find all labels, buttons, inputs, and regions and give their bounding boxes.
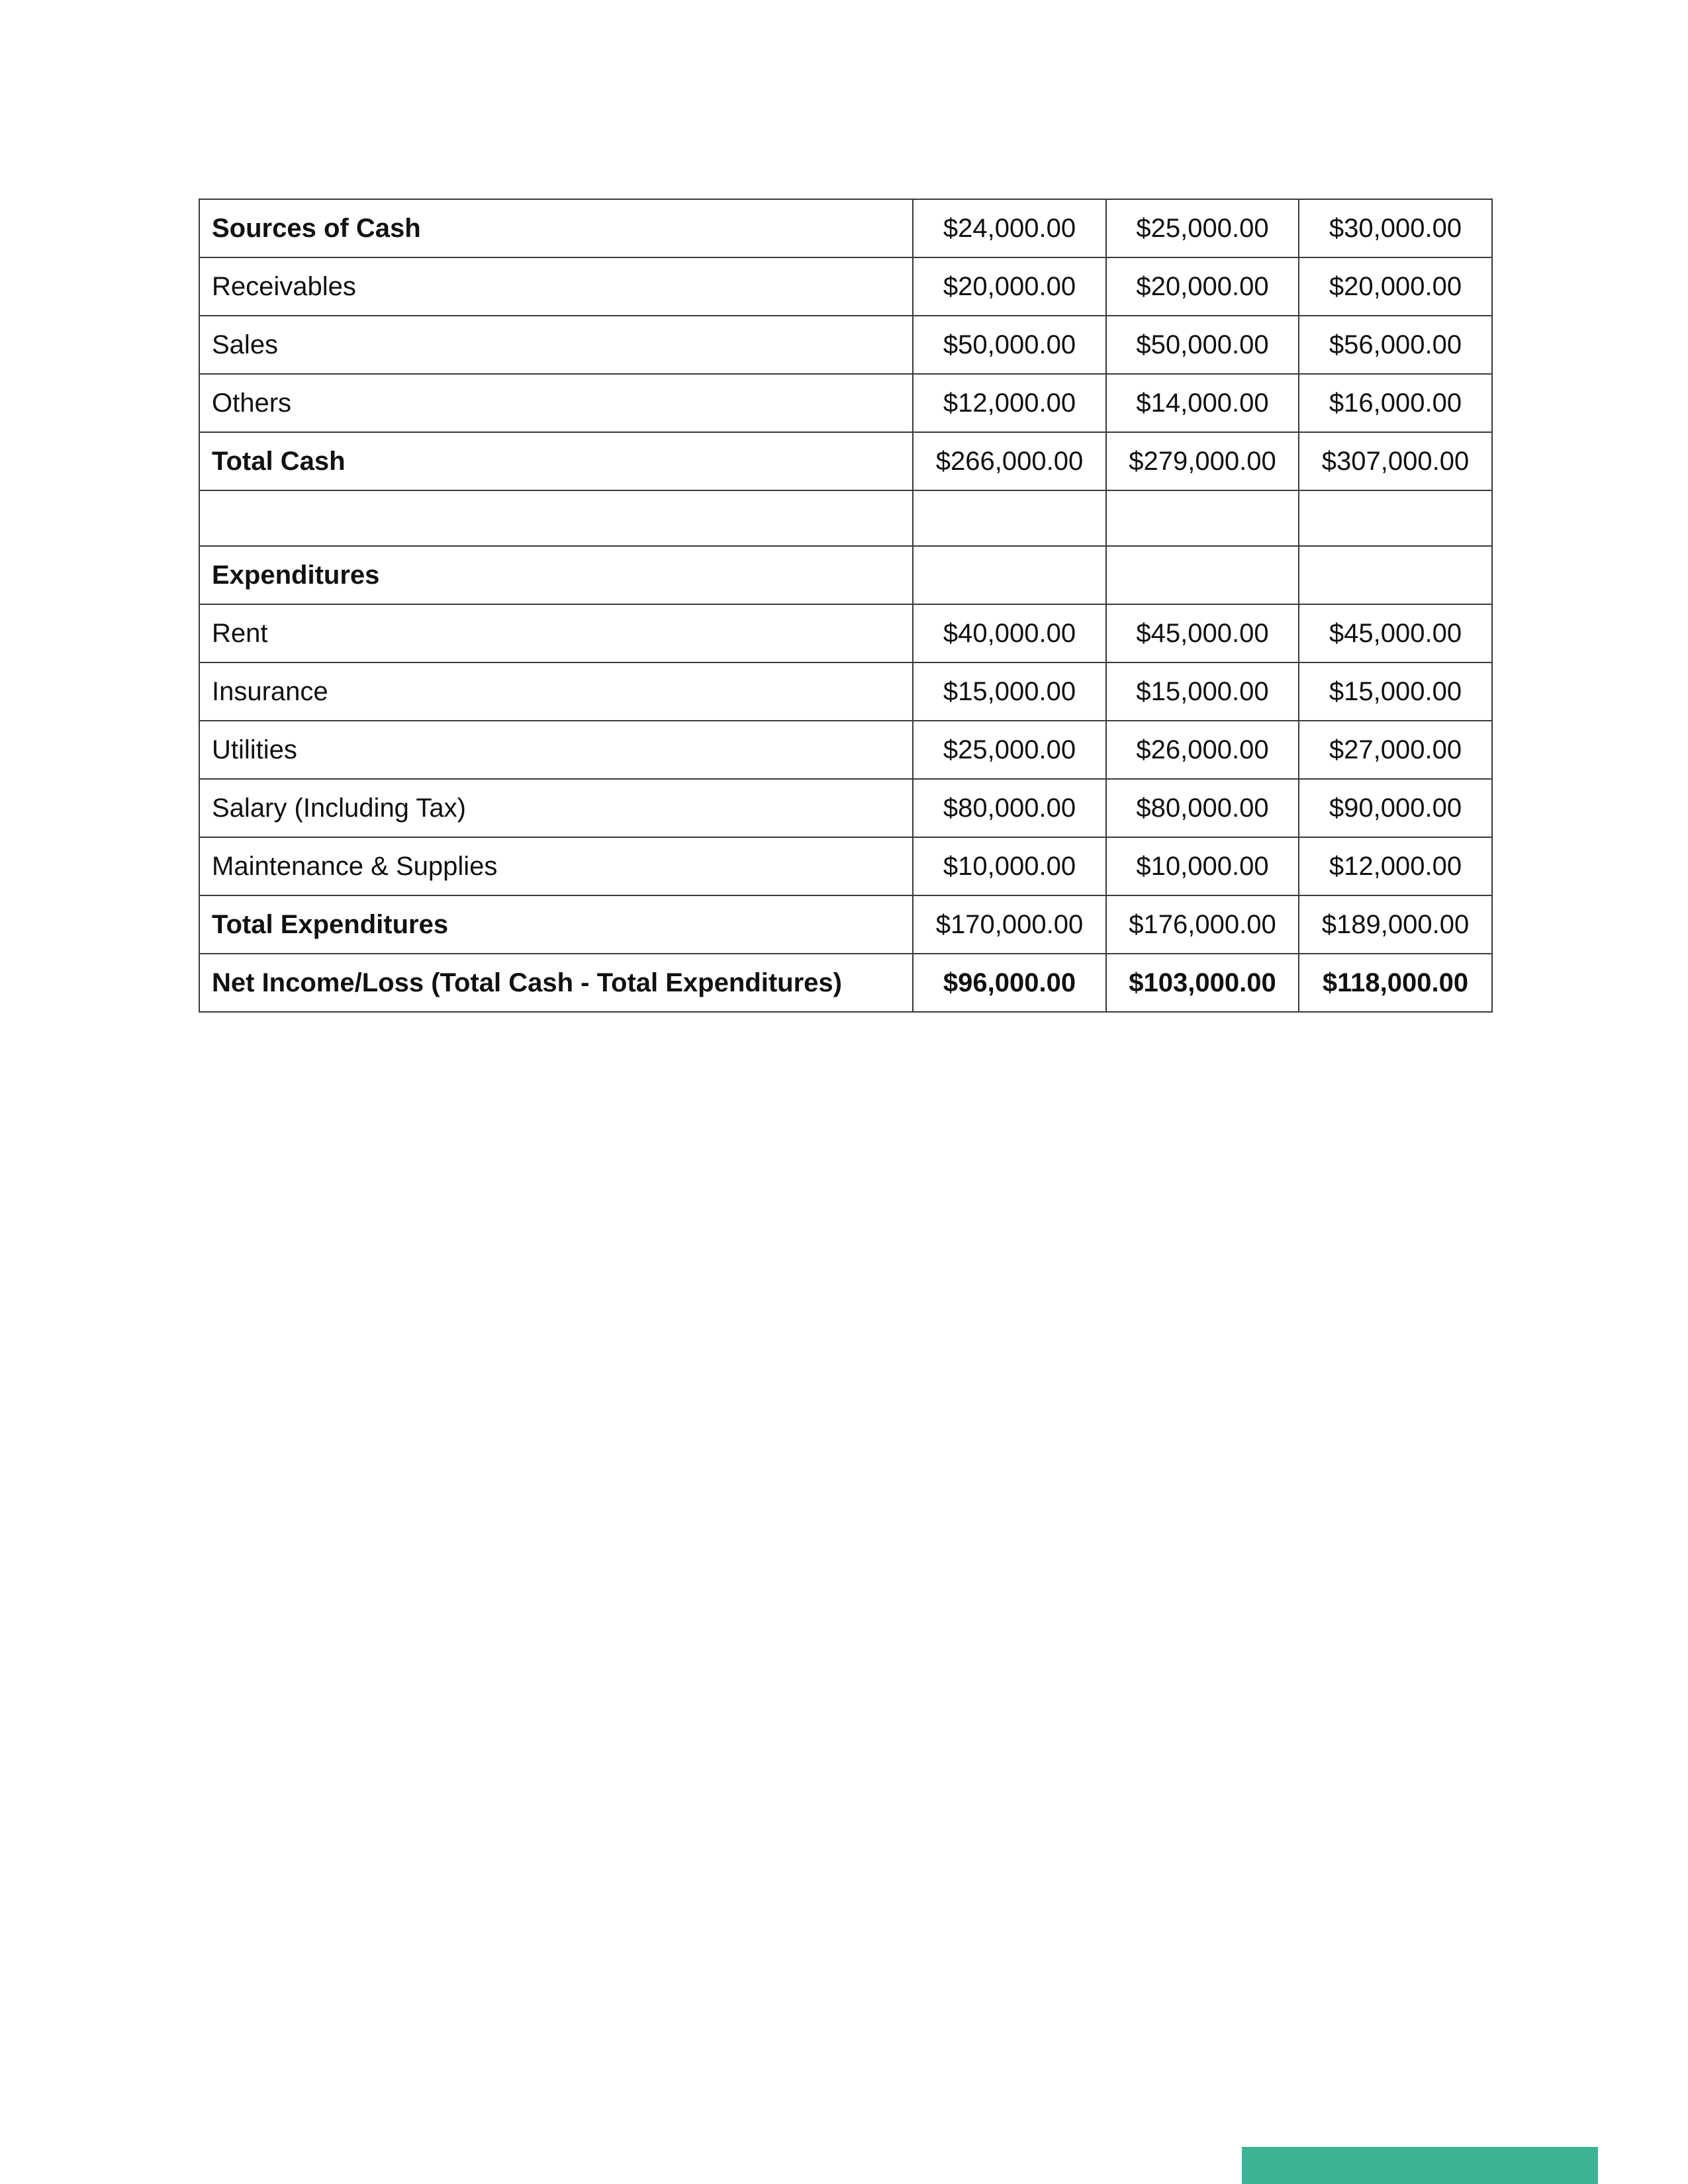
- amount-cell: $26,000.00: [1106, 721, 1299, 779]
- amount-cell: $170,000.00: [913, 895, 1106, 954]
- amount-cell: $307,000.00: [1299, 432, 1492, 490]
- cash-flow-table: [199, 199, 1493, 1013]
- row-label-cell: Net Income/Loss (Total Cash - Total Expenditures): [199, 954, 913, 1012]
- table-row: [199, 199, 1492, 257]
- amount-cell: [1299, 490, 1492, 546]
- amount-cell: [1299, 546, 1492, 604]
- amount-cell: $50,000.00: [913, 316, 1106, 374]
- table-row: [199, 837, 1492, 895]
- amount-cell: [1106, 546, 1299, 604]
- table-row: [199, 490, 1492, 546]
- amount-cell: $12,000.00: [913, 374, 1106, 432]
- row-label-cell: Insurance: [199, 662, 913, 721]
- amount-cell: $12,000.00: [1299, 837, 1492, 895]
- amount-cell: $279,000.00: [1106, 432, 1299, 490]
- footer-accent-bar: [1242, 2147, 1598, 2184]
- table-row: [199, 432, 1492, 490]
- amount-cell: $118,000.00: [1299, 954, 1492, 1012]
- amount-cell: $20,000.00: [1106, 257, 1299, 316]
- table-row: [199, 662, 1492, 721]
- amount-cell: $27,000.00: [1299, 721, 1492, 779]
- amount-cell: $15,000.00: [913, 662, 1106, 721]
- table-row: [199, 721, 1492, 779]
- amount-cell: $96,000.00: [913, 954, 1106, 1012]
- row-label-cell: Others: [199, 374, 913, 432]
- row-label-cell: Rent: [199, 604, 913, 662]
- table-row: [199, 257, 1492, 316]
- table-row: [199, 374, 1492, 432]
- amount-cell: $20,000.00: [913, 257, 1106, 316]
- amount-cell: [913, 546, 1106, 604]
- amount-cell: $24,000.00: [913, 199, 1106, 257]
- row-label-cell: Sales: [199, 316, 913, 374]
- amount-cell: $15,000.00: [1106, 662, 1299, 721]
- row-label-cell: [199, 490, 913, 546]
- amount-cell: $189,000.00: [1299, 895, 1492, 954]
- table-row: [199, 895, 1492, 954]
- amount-cell: $30,000.00: [1299, 199, 1492, 257]
- amount-cell: $266,000.00: [913, 432, 1106, 490]
- amount-cell: $10,000.00: [913, 837, 1106, 895]
- row-label-cell: Total Cash: [199, 432, 913, 490]
- row-label-cell: Sources of Cash: [199, 199, 913, 257]
- amount-cell: [913, 490, 1106, 546]
- amount-cell: $80,000.00: [1106, 779, 1299, 837]
- amount-cell: $45,000.00: [1299, 604, 1492, 662]
- amount-cell: $15,000.00: [1299, 662, 1492, 721]
- row-label-cell: Maintenance & Supplies: [199, 837, 913, 895]
- amount-cell: $10,000.00: [1106, 837, 1299, 895]
- amount-cell: $20,000.00: [1299, 257, 1492, 316]
- table-row: [199, 316, 1492, 374]
- row-label-cell: Total Expenditures: [199, 895, 913, 954]
- amount-cell: $40,000.00: [913, 604, 1106, 662]
- amount-cell: $80,000.00: [913, 779, 1106, 837]
- cash-flow-table-body: [199, 199, 1492, 1012]
- amount-cell: [1106, 490, 1299, 546]
- table-row: [199, 604, 1492, 662]
- amount-cell: $176,000.00: [1106, 895, 1299, 954]
- table-row: [199, 546, 1492, 604]
- amount-cell: $50,000.00: [1106, 316, 1299, 374]
- amount-cell: $16,000.00: [1299, 374, 1492, 432]
- amount-cell: $103,000.00: [1106, 954, 1299, 1012]
- row-label-cell: Expenditures: [199, 546, 913, 604]
- table-row: [199, 779, 1492, 837]
- amount-cell: $90,000.00: [1299, 779, 1492, 837]
- amount-cell: $25,000.00: [913, 721, 1106, 779]
- amount-cell: $56,000.00: [1299, 316, 1492, 374]
- row-label-cell: Utilities: [199, 721, 913, 779]
- table-row: [199, 954, 1492, 1012]
- amount-cell: $25,000.00: [1106, 199, 1299, 257]
- amount-cell: $45,000.00: [1106, 604, 1299, 662]
- amount-cell: $14,000.00: [1106, 374, 1299, 432]
- row-label-cell: Salary (Including Tax): [199, 779, 913, 837]
- row-label-cell: Receivables: [199, 257, 913, 316]
